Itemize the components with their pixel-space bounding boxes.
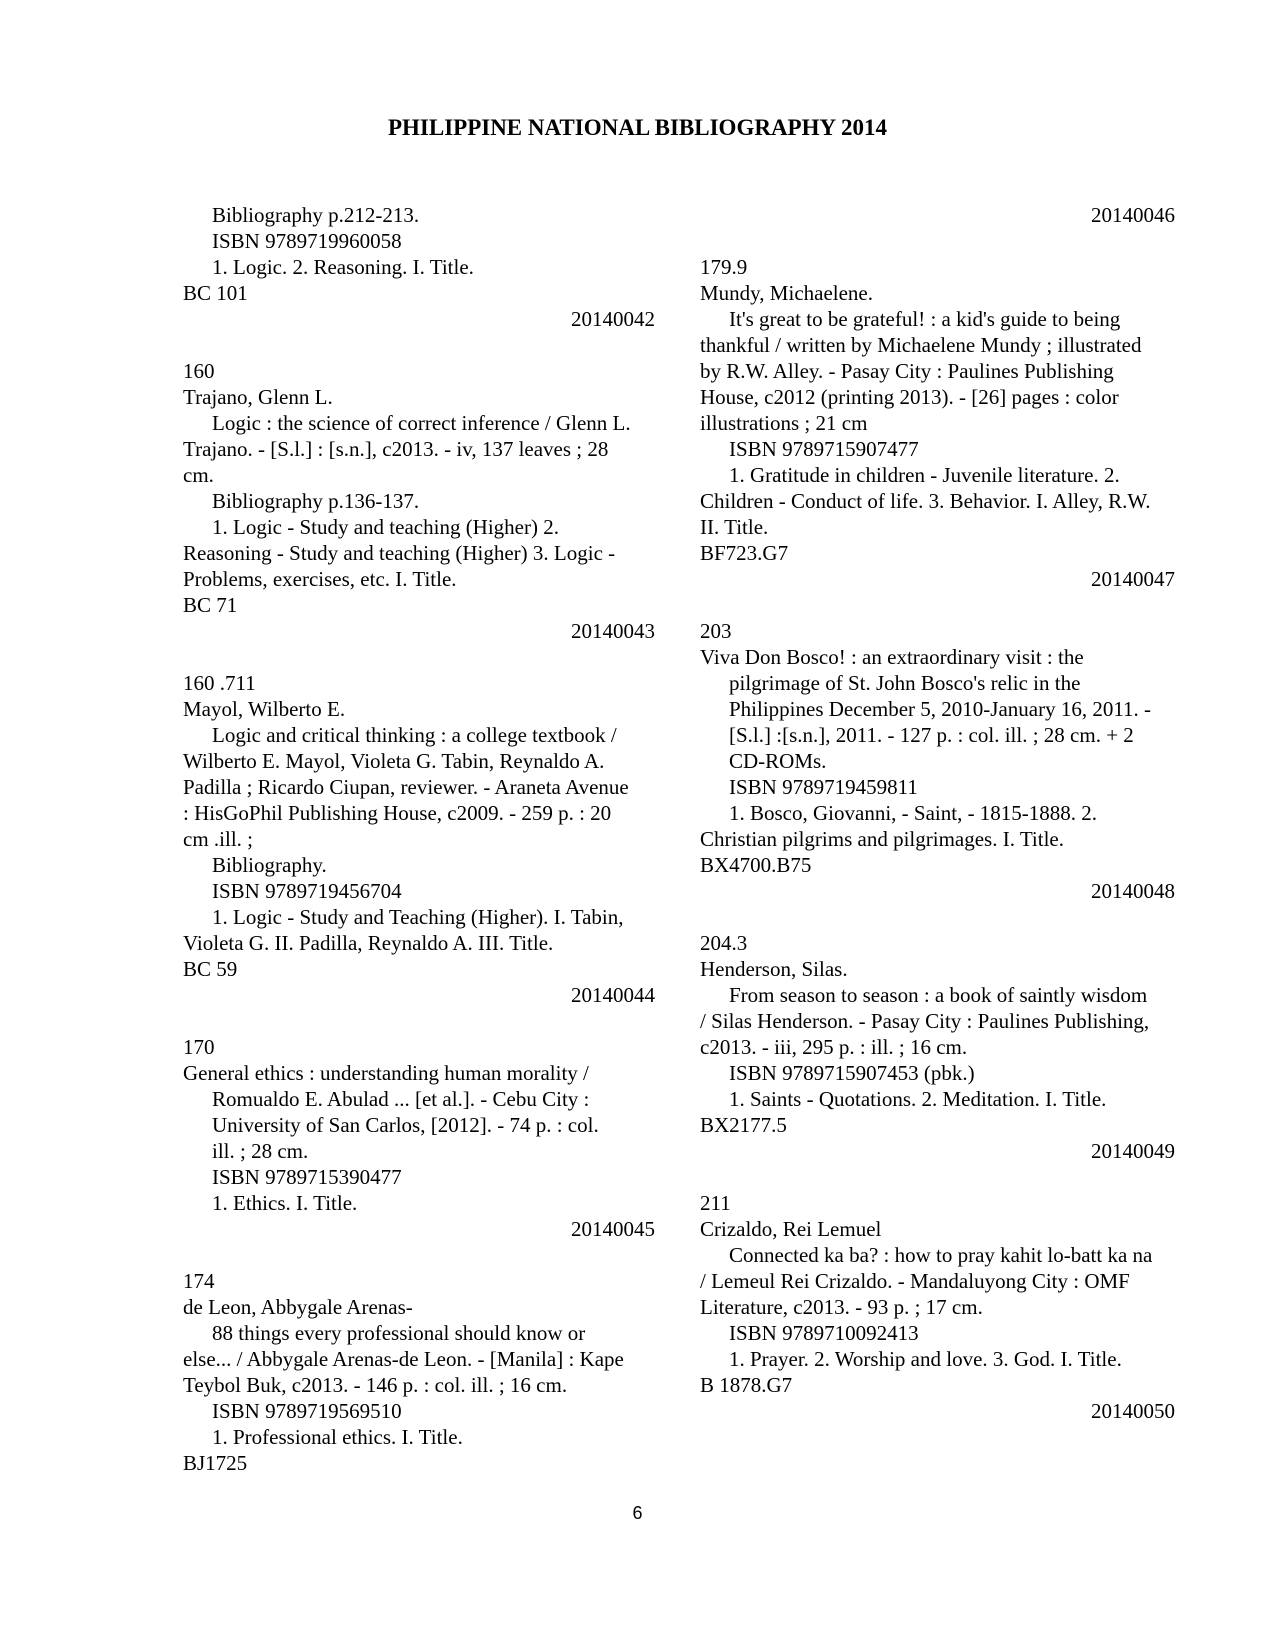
catalog-line <box>700 904 1175 930</box>
catalog-line: [S.l.] :[s.n.], 2011. - 127 p. : col. ill. ; 28 cm. + 2 <box>729 723 1134 747</box>
catalog-line: ISBN 9789719569510 <box>212 1399 402 1423</box>
catalog-line <box>183 332 655 358</box>
catalog-line: 170 <box>183 1035 215 1059</box>
record-number: 20140043 <box>571 619 655 643</box>
catalog-line: 204.3 <box>700 931 748 955</box>
catalog-line: cm. <box>183 463 214 487</box>
record-number: 20140046 <box>1091 203 1175 227</box>
record-number: 20140048 <box>1091 879 1175 903</box>
catalog-line: ISBN 9789719960058 <box>212 229 402 253</box>
catalog-line: 1. Prayer. 2. Worship and love. 3. God. I. Title. <box>729 1347 1122 1371</box>
catalog-line: ISBN 9789719456704 <box>212 879 402 903</box>
catalog-line <box>183 1242 655 1268</box>
catalog-line: Children - Conduct of life. 3. Behavior. I. Alley, R.W. <box>700 489 1151 513</box>
catalog-line: 1. Bosco, Giovanni, - Saint, - 1815-1888. 2. <box>729 801 1098 825</box>
catalog-line: 160 <box>183 359 215 383</box>
record-number: 20140044 <box>571 983 655 1007</box>
catalog-line <box>700 592 1175 618</box>
catalog-line: CD-ROMs. <box>729 749 827 773</box>
catalog-line: BJ1725 <box>183 1451 248 1475</box>
catalog-line: ISBN 9789719459811 <box>729 775 918 799</box>
catalog-line: pilgrimage of St. John Bosco's relic in the <box>729 671 1081 695</box>
catalog-line: 203 <box>700 619 732 643</box>
catalog-line <box>700 228 1175 254</box>
catalog-line: General ethics : understanding human morality / <box>183 1061 589 1085</box>
catalog-line <box>183 1008 655 1034</box>
catalog-line: / Lemeul Rei Crizaldo. - Mandaluyong City : OMF <box>700 1269 1130 1293</box>
catalog-line: : HisGoPhil Publishing House, c2009. - 259 p. : 20 <box>183 801 612 825</box>
catalog-line: else... / Abbygale Arenas-de Leon. - [Manila] : Kape <box>183 1347 624 1371</box>
catalog-line: Trajano. - [S.l.] : [s.n.], c2013. - iv, 137 leaves ; 28 <box>183 437 609 461</box>
catalog-line: cm .ill. ; <box>183 827 253 851</box>
catalog-line: Bibliography p.136-137. <box>212 489 420 513</box>
catalog-line: II. Title. <box>700 515 769 539</box>
catalog-line: BX2177.5 <box>700 1113 787 1137</box>
catalog-line: Bibliography p.212-213. <box>212 203 420 227</box>
catalog-line: Romualdo E. Abulad ... [et al.]. - Cebu City : <box>212 1087 590 1111</box>
catalog-line: University of San Carlos, [2012]. - 74 p. : col. <box>212 1113 599 1137</box>
catalog-line: 1. Logic. 2. Reasoning. I. Title. <box>212 255 474 279</box>
catalog-line: Literature, c2013. - 93 p. ; 17 cm. <box>700 1295 983 1319</box>
catalog-line: 1. Logic - Study and Teaching (Higher). I. Tabin, <box>212 905 624 929</box>
catalog-line: Christian pilgrims and pilgrimages. I. Title. <box>700 827 1064 851</box>
catalog-line: Wilberto E. Mayol, Violeta G. Tabin, Reynaldo A. <box>183 749 605 773</box>
record-number: 20140042 <box>571 307 655 331</box>
catalog-line: c2013. - iii, 295 p. : ill. ; 16 cm. <box>700 1035 968 1059</box>
catalog-line: Trajano, Glenn L. <box>183 385 333 409</box>
catalog-line: Bibliography. <box>212 853 327 877</box>
catalog-line: 1. Professional ethics. I. Title. <box>212 1425 463 1449</box>
record-number: 20140045 <box>571 1217 655 1241</box>
catalog-line: ISBN 9789710092413 <box>729 1321 919 1345</box>
catalog-line: 1. Gratitude in children - Juvenile literature. 2. <box>729 463 1120 487</box>
catalog-line: illustrations ; 21 cm <box>700 411 868 435</box>
catalog-line: House, c2012 (printing 2013). - [26] pages : color <box>700 385 1119 409</box>
catalog-line: Mayol, Wilberto E. <box>183 697 346 721</box>
catalog-line: ill. ; 28 cm. <box>212 1139 309 1163</box>
catalog-line: Logic and critical thinking : a college textbook / <box>212 723 617 747</box>
catalog-line: de Leon, Abbygale Arenas- <box>183 1295 413 1319</box>
catalog-line: BC 59 <box>183 957 238 981</box>
catalog-line: BC 101 <box>183 281 248 305</box>
left-column <box>183 202 655 1476</box>
catalog-line <box>183 644 655 670</box>
catalog-line: 1. Saints - Quotations. 2. Meditation. I. Title. <box>729 1087 1107 1111</box>
right-column <box>700 202 1175 1424</box>
catalog-line: 211 <box>700 1191 731 1215</box>
catalog-line <box>700 1164 1175 1190</box>
catalog-line: by R.W. Alley. - Pasay City : Paulines Publishing <box>700 359 1114 383</box>
catalog-line: 160 .711 <box>183 671 256 695</box>
catalog-line: Teybol Buk, c2013. - 146 p. : col. ill. ; 16 cm. <box>183 1373 568 1397</box>
catalog-line: BF723.G7 <box>700 541 789 565</box>
page-title: PHILIPPINE NATIONAL BIBLIOGRAPHY 2014 <box>387 115 888 140</box>
catalog-line: / Silas Henderson. - Pasay City : Paulines Publishing, <box>700 1009 1150 1033</box>
catalog-line: 174 <box>183 1269 215 1293</box>
catalog-line: ISBN 9789715907453 (pbk.) <box>729 1061 975 1085</box>
record-number: 20140047 <box>1091 567 1175 591</box>
catalog-line: Crizaldo, Rei Lemuel <box>700 1217 882 1241</box>
catalog-line: Padilla ; Ricardo Ciupan, reviewer. - Araneta Avenue <box>183 775 629 799</box>
catalog-line: From season to season : a book of saintly wisdom <box>729 983 1148 1007</box>
catalog-line: Connected ka ba? : how to pray kahit lo-batt ka na <box>729 1243 1153 1267</box>
record-number: 20140050 <box>1091 1399 1175 1423</box>
record-number: 20140049 <box>1091 1139 1175 1163</box>
catalog-line: Violeta G. II. Padilla, Reynaldo A. III. Title. <box>183 931 554 955</box>
catalog-line: Henderson, Silas. <box>700 957 848 981</box>
catalog-line: Reasoning - Study and teaching (Higher) 3. Logic - <box>183 541 616 565</box>
catalog-line: B 1878.G7 <box>700 1373 793 1397</box>
catalog-line: Viva Don Bosco! : an extraordinary visit : the <box>700 645 1084 669</box>
catalog-line: BC 71 <box>183 593 238 617</box>
catalog-line: 88 things every professional should know or <box>212 1321 586 1345</box>
catalog-line: Problems, exercises, etc. I. Title. <box>183 567 457 591</box>
catalog-line: ISBN 9789715907477 <box>729 437 919 461</box>
catalog-line: Logic : the science of correct inference / Glenn L. <box>212 411 631 435</box>
catalog-line: BX4700.B75 <box>700 853 812 877</box>
catalog-line: Mundy, Michaelene. <box>700 281 874 305</box>
catalog-line: Philippines December 5, 2010-January 16, 2011. - <box>729 697 1152 721</box>
catalog-line: 1. Ethics. I. Title. <box>212 1191 358 1215</box>
catalog-line: ISBN 9789715390477 <box>212 1165 402 1189</box>
catalog-line: 1. Logic - Study and teaching (Higher) 2. <box>212 515 559 539</box>
catalog-line: It's great to be grateful! : a kid's guide to being <box>729 307 1121 331</box>
page-number: 6 <box>632 1503 643 1523</box>
catalog-line: thankful / written by Michaelene Mundy ; illustrated <box>700 333 1142 357</box>
catalog-line: 179.9 <box>700 255 748 279</box>
